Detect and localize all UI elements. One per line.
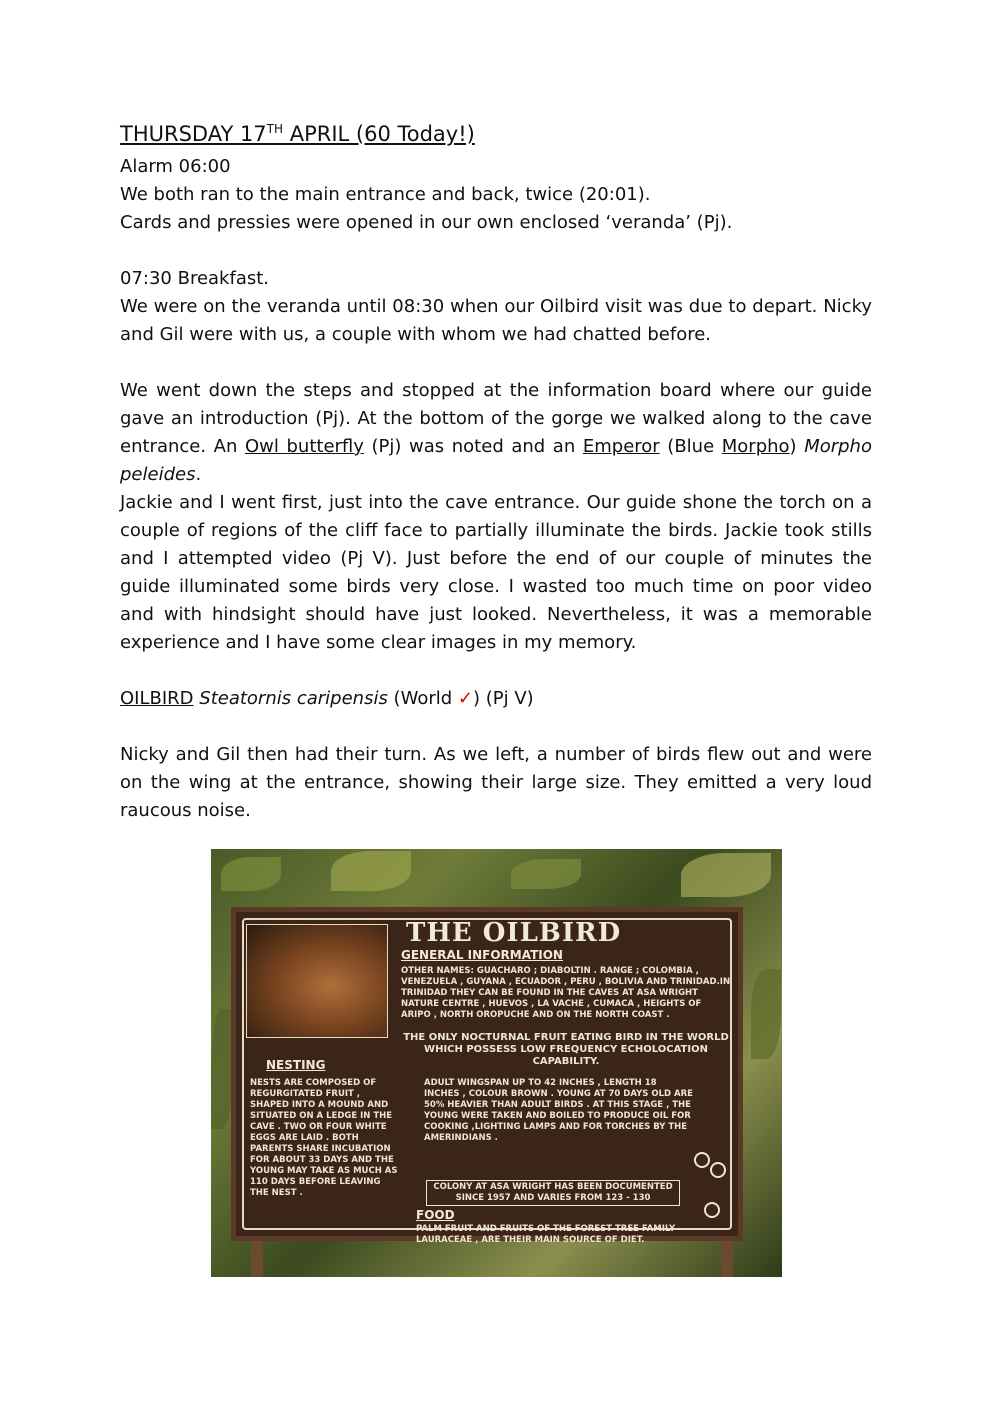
general-text: OTHER NAMES: GUACHARO ; DIABOLTIN . RANGE ; COLOMBIA , VENEZUELA , GUYANA , ECUADOR , PERU , BOLIVIA AND TRINIDAD.IN TRINIDAD THEY CAN BE FOUND IN THE CAVES AT ASA WRIGHT NATURE CENTRE , HUEVOS , LA VACHE , CUMACA , HEIGHTS OF ARIPO , NORTH OROPUCHE AND ON THE NORTH COAST .: [401, 966, 731, 1020]
sign-title: THE OILBIRD: [406, 918, 622, 948]
colony-text: COLONY AT ASA WRIGHT HAS BEEN DOCUMENTED SINCE 1957 AND VARIES FROM 123 - 130: [426, 1180, 680, 1206]
nesting-heading: NESTING: [266, 1058, 326, 1072]
cards-line: Cards and pressies were opened in our own enclosed ‘veranda’ (Pj).: [120, 212, 733, 233]
fruit-icon: [704, 1202, 720, 1218]
emperor-link: Emperor: [582, 436, 660, 457]
sign-post: [721, 1241, 733, 1277]
morpho-latin: Morpho peleides: [120, 436, 872, 485]
run-line: We both ran to the main entrance and back, twice (20:01).: [120, 184, 651, 205]
species-line: OILBIRD Steatornis caripensis (World ✓) (Pj V): [120, 688, 534, 709]
jackie-paragraph: Jackie and I went first, just into the cave entrance. Our guide shone the torch on a couple of regions of the cliff face to partially illuminate the birds. Jackie took stills and I attempted video (Pj V). Just before the end of our couple of minutes the guide illuminated some birds very close. I wasted too much time on poor video and with hindsight should have just looked. Nevertheless, it was a memorable experience and I have some clear images in my memory.: [120, 492, 872, 653]
species-latin: Steatornis caripensis: [199, 688, 388, 709]
adult-text: ADULT WINGSPAN UP TO 42 INCHES , LENGTH 18 INCHES , COLOUR BROWN . YOUNG AT 70 DAYS OLD ARE 50% HEAVIER THAN ADULT BIRDS . AT THIS STAGE , THE YOUNG WERE TAKEN AND BOILED TO PRODUCE OIL FOR COOKING ,LIGHTING LAMPS AND FOR TORCHES BY THE AMERINDIANS .: [424, 1078, 693, 1143]
nocturnal-text: THE ONLY NOCTURNAL FRUIT EATING BIRD IN THE WORLD WHICH POSSESS LOW FREQUENCY ECHOLOCATION CAPABILITY.: [403, 1032, 729, 1067]
breakfast-block: [120, 265, 872, 349]
sign-post: [251, 1241, 263, 1277]
information-board: [231, 907, 743, 1245]
morning-block: [120, 153, 872, 237]
species-name: OILBIRD: [120, 688, 194, 709]
breakfast-line: 07:30 Breakfast.: [120, 268, 270, 289]
oilbird-picture: [246, 924, 388, 1038]
steps-paragraph: We went down the steps and stopped at the information board where our guide gave an introduction (Pj). At the bottom of the gorge we walked along to the cave entrance. An Owl butterfly (Pj) was noted and an Emperor (Blue Morpho) Morpho peleides.: [120, 380, 872, 485]
general-heading: GENERAL INFORMATION: [401, 948, 563, 962]
veranda-paragraph: We were on the veranda until 08:30 when our Oilbird visit was due to depart. Nicky and Gil were with us, a couple with whom we had chatted before.: [120, 296, 872, 345]
food-text: PALM FRUIT AND FRUITS OF THE FOREST TREE FAMILY LAURACEAE , ARE THEIR MAIN SOURCE OF DIET.: [416, 1224, 676, 1245]
nicky-paragraph: Nicky and Gil then had their turn. As we left, a number of birds flew out and were on the wing at the entrance, showing their large size. They emitted a very loud raucous noise.: [120, 744, 872, 821]
fruit-icon: [694, 1152, 710, 1168]
alarm-line: Alarm 06:00: [120, 156, 231, 177]
owl-butterfly-link: Owl butterfly: [245, 436, 364, 457]
nesting-text: NESTS ARE COMPOSED OF REGURGITATED FRUIT , SHAPED INTO A MOUND AND SITUATED ON A LEDGE IN THE CAVE . TWO OR FOUR WHITE EGGS ARE LAID . BOTH PARENTS SHARE INCUBATION FOR ABOUT 33 DAYS AND THE YOUNG MAY TAKE AS MUCH AS 110 DAYS BEFORE LEAVING THE NEST .: [250, 1078, 398, 1198]
page-title: THURSDAY 17TH APRIL (60 Today!): [120, 122, 475, 146]
checkmark-icon: ✓: [457, 688, 473, 709]
title-superscript: TH: [266, 122, 284, 136]
fruit-icon: [710, 1162, 726, 1178]
food-heading: FOOD: [416, 1208, 455, 1222]
oilbird-sign-photo: [211, 849, 782, 1277]
morpho-link: Morpho: [721, 436, 790, 457]
